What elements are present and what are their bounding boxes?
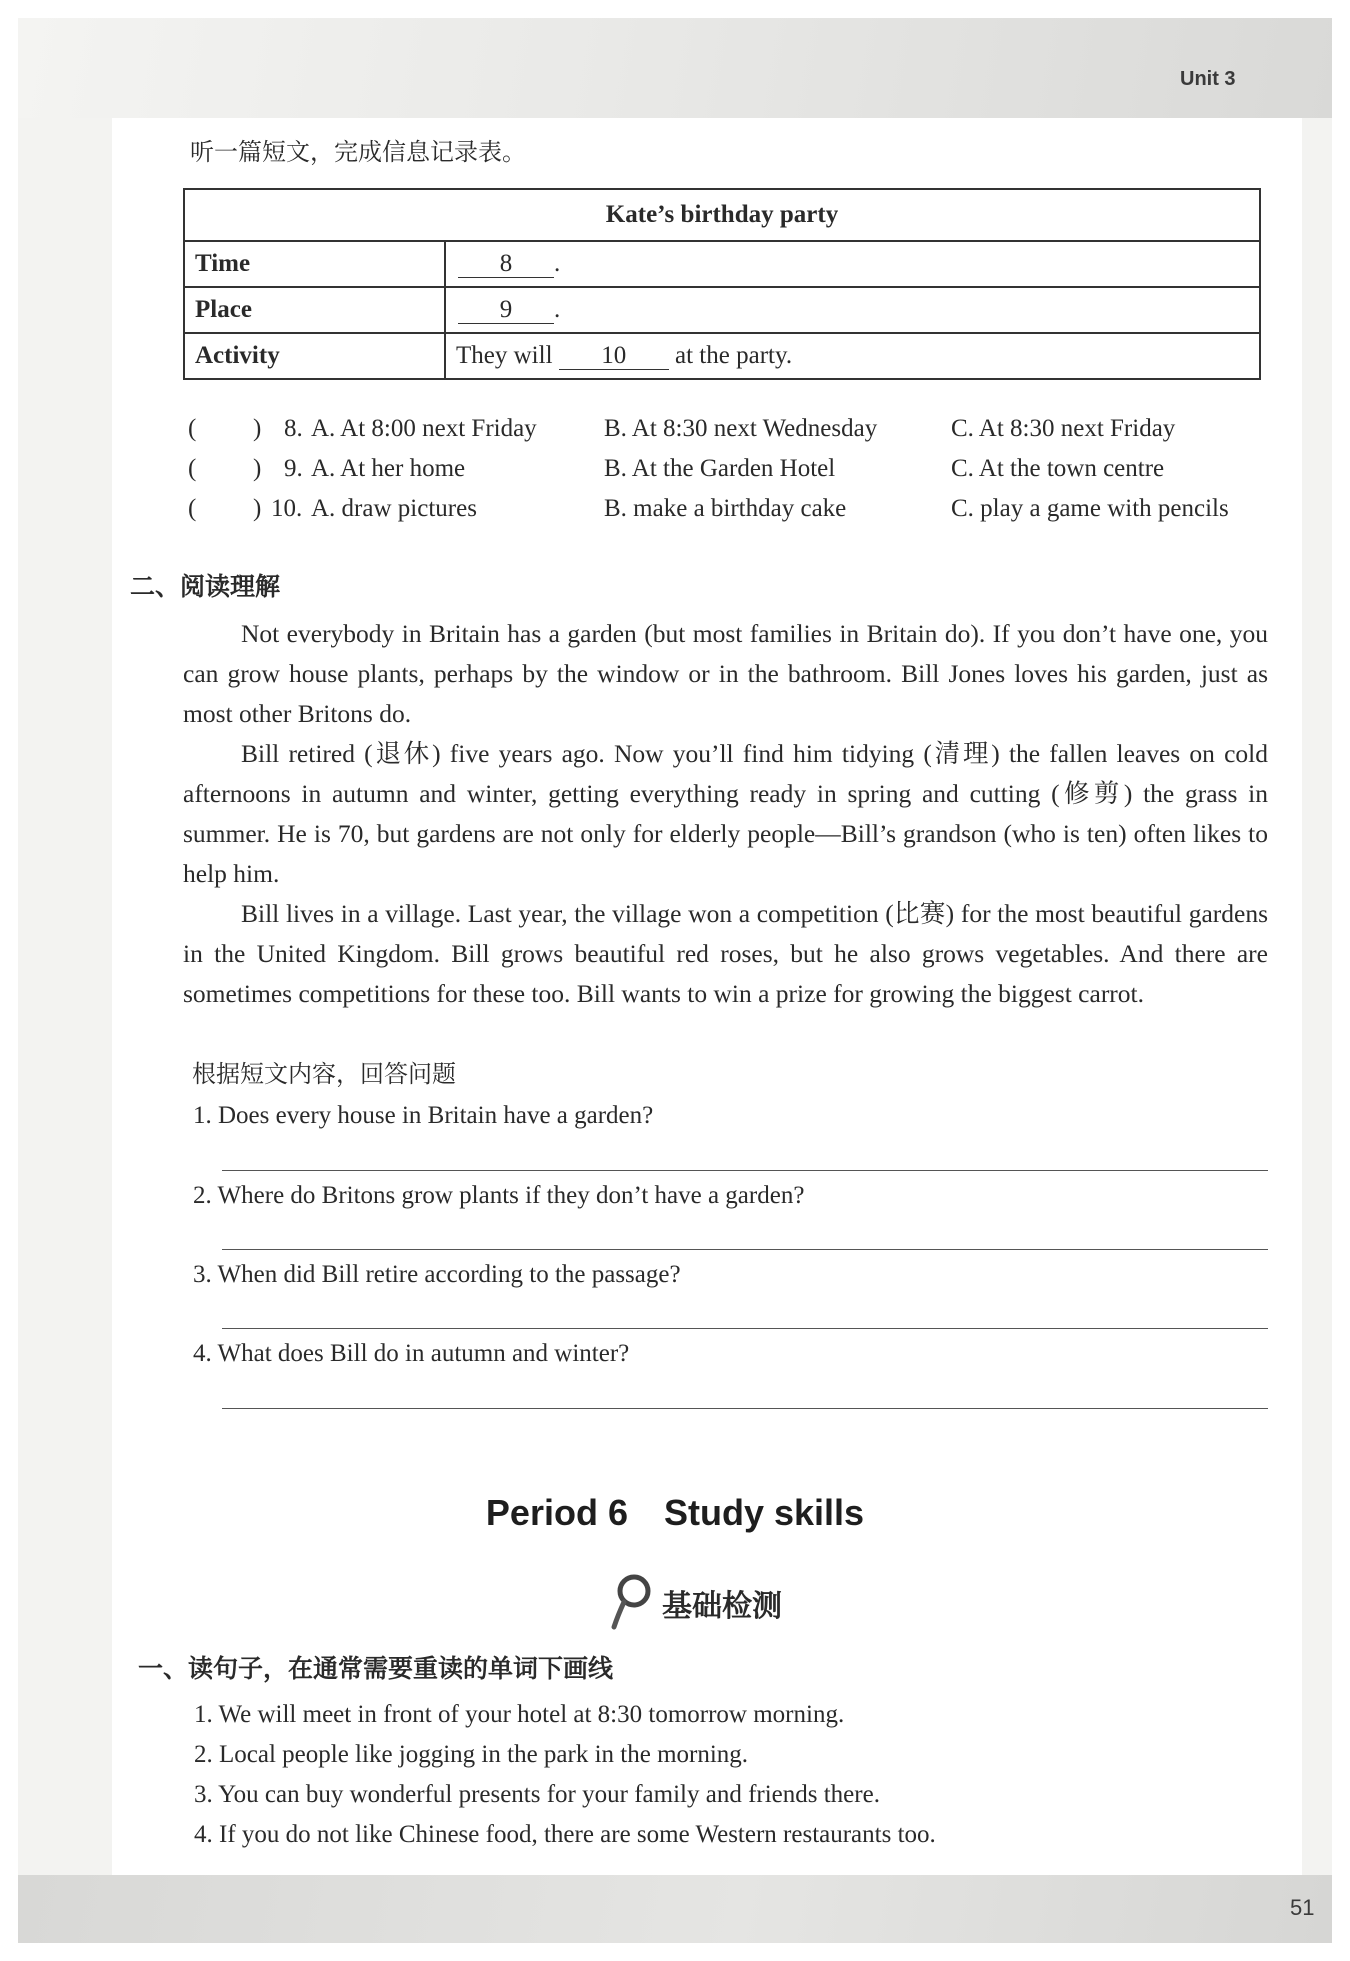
option-c[interactable]: C. At the town centre [951,455,1165,482]
reading-task: 根据短文内容，回答问题 [192,1060,456,1088]
reading-question-2: 2. Where do Britons grow plants if they don’t have a garden? [193,1182,805,1209]
basic-check-title: 基础检测 [662,1589,782,1624]
paragraph-text: Bill retired (退休) five years ago. Now you’ll find him tidying (清理) the fallen leaves on cold afternoons in autumn and winter, getting everything ready in spring and cutting (修剪) the grass in summer. He is 70, but gardens are not only for elderly people—Bill’s grandson (who is ten) often likes to help him. [183,739,1268,888]
reading-heading: 二、阅读理解 [130,572,281,601]
blank-10[interactable]: 10 [559,343,669,370]
listening-instruction: 听一篇短文，完成信息记录表。 [190,138,526,166]
stress-heading: 一、读句子，在通常需要重读的单词下画线 [138,1654,614,1683]
table-row [184,287,1260,333]
answer-line-1[interactable] [222,1170,1268,1171]
page-number: 51 [1290,1895,1315,1920]
row-label: Place [184,287,445,333]
answer-paren-close: ) [253,455,262,482]
header-band [18,18,1332,118]
option-a[interactable]: A. At her home [311,455,466,482]
row-value [445,241,1260,287]
row-label: Time [184,241,445,287]
option-a[interactable]: A. draw pictures [311,495,477,522]
table-row [184,333,1260,379]
stress-sentence-1: 1. We will meet in front of your hotel at 8:30 tomorrow morning. [194,1701,845,1728]
question-number: 9. [284,455,303,482]
period-number: Period 6 [485,1492,628,1533]
magnifier-icon [608,1571,656,1636]
answer-paren-open[interactable]: ( [188,495,197,522]
option-a[interactable]: A. At 8:00 next Friday [311,415,537,442]
paragraph-text: Bill lives in a village. Last year, the village won a competition (比赛) for the most beautiful gardens in the United Kingdom. Bill grows beautiful red roses, but he also grows vegetables. And there are sometimes competitions for these too. Bill wants to win a prize for growing the biggest carrot. [183,899,1268,1008]
row-label: Activity [184,333,445,379]
paragraph-text: Not everybody in Britain has a garden (but most families in Britain do). If you don’t have one, you can grow house plants, perhaps by the window or in the bathroom. Bill Jones loves his garden, just as most other Britons do. [183,619,1268,728]
table-title: Kate’s birthday party [184,189,1260,241]
question-number: 10. [271,495,303,522]
stress-sentence-2: 2. Local people like jogging in the park in the morning. [194,1741,749,1768]
answer-paren-open[interactable]: ( [188,455,197,482]
stress-sentence-4: 4. If you do not like Chinese food, there are some Western restaurants too. [194,1821,936,1848]
passage-paragraph-1 [183,614,1268,734]
option-b[interactable]: B. At 8:30 next Wednesday [604,415,878,442]
option-c[interactable]: C. At 8:30 next Friday [951,415,1176,442]
answer-paren-close: ) [253,495,262,522]
stress-sentence-3: 3. You can buy wonderful presents for your family and friends there. [194,1781,880,1808]
reading-question-1: 1. Does every house in Britain have a garden? [193,1102,654,1129]
info-table [183,188,1261,380]
blank-9[interactable]: 9 [458,297,554,324]
period-title [0,1492,1350,1534]
period-topic: Study skills [663,1492,865,1533]
answer-line-4[interactable] [222,1408,1268,1409]
answer-paren-open[interactable]: ( [188,415,197,442]
row-punct: . [554,250,561,277]
passage-paragraph-2 [183,734,1268,894]
reading-question-4: 4. What does Bill do in autumn and winter? [193,1340,630,1367]
passage-paragraph-3 [183,894,1268,1014]
answer-line-3[interactable] [222,1328,1268,1329]
question-number: 8. [284,415,303,442]
option-c[interactable]: C. play a game with pencils [951,495,1229,522]
row-punct: . [554,296,561,323]
basic-check-heading [608,1573,782,1633]
option-b[interactable]: B. make a birthday cake [604,495,847,522]
blank-8[interactable]: 8 [458,251,554,278]
row-prefix: They will [456,342,553,369]
answer-paren-close: ) [253,415,262,442]
reading-question-3: 3. When did Bill retire according to the passage? [193,1261,681,1288]
option-b[interactable]: B. At the Garden Hotel [604,455,836,482]
footer-band [18,1875,1332,1943]
row-value [445,333,1260,379]
answer-line-2[interactable] [222,1249,1268,1250]
table-row [184,241,1260,287]
row-suffix: at the party. [675,342,793,369]
unit-label: Unit 3 [1180,68,1236,90]
row-value [445,287,1260,333]
